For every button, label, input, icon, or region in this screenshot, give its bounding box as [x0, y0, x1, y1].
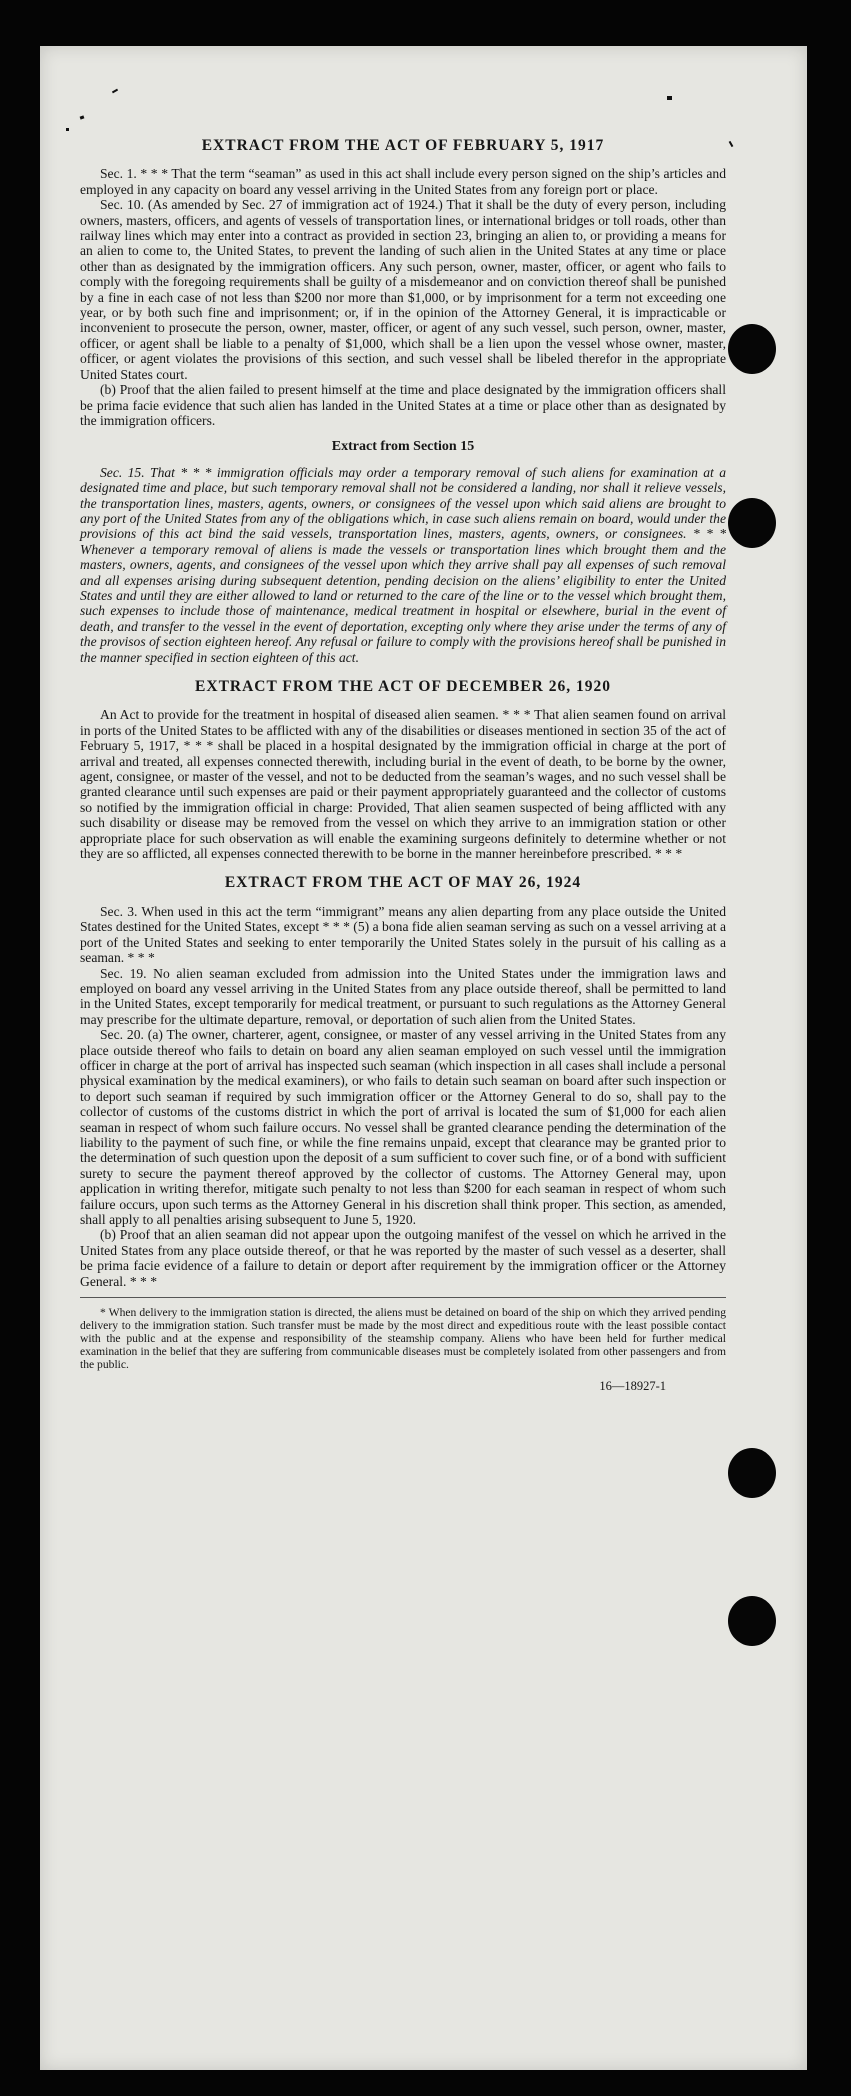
section-3-text: Sec. 3. When used in this act the term “immigrant” means any alien departing from any place outside the United States destined for the United States, except * * * (5) a bona fide alien seaman serving as such on a vessel arriving at a port of the United States and seeking to enter temporarily the United States solely in the pursuit of his calling as a seaman. * * * — [80, 903, 726, 966]
section-1-text: Sec. 1. * * * That the term “seaman” as used in this act shall include every person signed on the ship’s articles and employed in any capacity on board any vessel arriving in the United States from any foreign port or place. — [80, 166, 726, 197]
punch-hole — [728, 324, 776, 374]
footnote — [80, 1297, 726, 1371]
punch-hole — [728, 498, 776, 548]
footnote-text: * When delivery to the immigration station is directed, the aliens must be detained on board of the ship on which they arrived pending delivery to the immigration station. Such transfer must be made by the most direct and expeditious route with the least possible contact with the public and at the expense and responsibility of the steamship company. Aliens who have been held for further medical examination in the belief that they are suffering from communicable diseases must be completely isolated from other passengers and from the public. — [80, 1306, 726, 1372]
heading-act-1920: EXTRACT FROM THE ACT OF DECEMBER 26, 1920 — [195, 678, 611, 695]
heading-act-1924: EXTRACT FROM THE ACT OF MAY 26, 1924 — [224, 874, 582, 892]
section-19-text: Sec. 19. No alien seaman excluded from admission into the United States under the immigration laws and employed on board any vessel arriving in the United States from any place outside thereof, shall be permitted to land in the United States, except temporarily for medical treatment, or pursuant to such regulations as the Attorney General may prescribe for the ultimate departure, removal, or deportation of such alien from the United States. — [80, 965, 726, 1027]
scan-mark — [66, 128, 69, 131]
section-20b-text: (b) Proof that an alien seaman did not appear upon the outgoing manifest of the vessel on which he arrived in the United States from any place outside thereof, or that he was reported by the master of such vessel as a deserter, shall be prima facie evidence of a failure to detain or deport after requirement by the immigration officer or the Attorney General. * * * — [80, 1227, 726, 1289]
heading-act-1917: EXTRACT FROM THE ACT OF FEBRUARY 5, 1917 — [201, 137, 605, 154]
section-10-text: Sec. 10. (As amended by Sec. 27 of immigration act of 1924.) That it shall be the duty of every person, including owners, masters, officers, and agents of vessels of transportation lines, or international bridges or toll roads, other than railway lines which may enter into a contract as provided in section 23, bringing an alien to, or providing a means for an alien to come to, the United States, to prevent the landing of such alien in the United States at any time or place other than as designated by the immigration officers. Any such person, owner, master, officer, or agent who fails to comply with the foregoing requirements shall be guilty of a misdemeanor and on conviction thereof shall be punished by a fine in each case of not less than $200 nor more than $1,000, or by imprisonment for a term not exceeding one year, or by both such fine and imprisonment; or, if in the opinion of the Attorney General, it is impracticable or inconvenient to prosecute the person, owner, master, officer, or agent of any such vessel, such person, owner, master, officer, or agent shall be liable to a penalty of $1,000, which shall be a lien upon the vessel whose owner, master, officer, or agent violates the provisions of this section, and such vessel shall be libeled therefor in the appropriate United States court. — [80, 197, 726, 382]
scan-mark — [667, 96, 672, 100]
section-20-text: Sec. 20. (a) The owner, charterer, agent, consignee, or master of any vessel arriving in the United States from any place outside thereof who fails to detain on board any alien seaman employed on such vessel until the immigration officer in charge at the port of arrival has inspected such seaman (which inspection in all cases shall include a personal physical examination by the medical examiners), or who fails to detain such seaman on board after such inspection or to deport such seaman if required by such immigration officer or the Attorney General to do so, shall pay to the collector of customs of the customs district in which the port of arrival is located the sum of $1,000 for each alien seaman in respect of whom such failure occurs. No vessel shall be granted clearance pending the determination of the liability to the payment of such fine, or while the fine remains unpaid, except that clearance may be granted prior to the determination of such question upon the deposit of a sum sufficient to cover such fine, or of a bond with sufficient surety to secure the payment thereof approved by the collector of customs. The Attorney General may, upon application in writing therefor, mitigate such penalty to not less than $200 for each seaman in respect of whom such failure occurs, upon such terms as the Attorney General in his discretion shall think proper. This section, as amended, shall apply to all penalties arising subsequent to June 5, 1920. — [80, 1027, 726, 1227]
scan-mark — [112, 89, 118, 94]
section-10b-text: (b) Proof that the alien failed to present himself at the time and place designated by the immigration officers shall be prima facie evidence that such alien has landed in the United States at a time or place other than as designated by the immigration officers. — [80, 382, 726, 428]
document-body — [80, 138, 726, 1394]
form-number: 16—18927-1 — [599, 1379, 666, 1394]
act-1920-text: An Act to provide for the treatment in hospital of diseased alien seamen. * * * That alien seamen found on arrival in ports of the United States to be afflicted with any of the disabilities or diseases mentioned in section 35 of the act of February 5, 1917, * * * shall be placed in a hospital designated by the immigration official in charge at the port of arrival and treated, all expenses connected therewith, including burial in the event of death, to be borne by the owner, agent, consignee, or master of the vessel, and not to be deducted from the seaman’s wages, and no such vessel shall be granted clearance until such expenses are paid or their payment appropriately guaranteed and the collector of customs so notified by the immigration official in charge: Provided, That alien seamen suspected of being afflicted with any such disability or disease may be removed from the vessel on which they arrive to an immigration station or other appropriate place for such observation as will enable the examining surgeons definitely to determine whether or not they are so afflicted, all expenses connected therewith to be borne in the manner hereinbefore prescribed. * * * — [80, 707, 726, 862]
punch-hole — [728, 1596, 776, 1646]
scan-mark — [729, 141, 734, 147]
scan-mark — [80, 115, 85, 119]
subheading-section-15: Extract from Section 15 — [331, 439, 475, 455]
punch-hole — [728, 1448, 776, 1498]
section-15-text: Sec. 15. That * * * immigration officials may order a temporary removal of such aliens for examination at a designated time and place, but such temporary removal shall not be considered a landing, nor shall it relieve vessels, the transportation lines, masters, agents, owners, or consignees of the vessel upon which said aliens are brought to any port of the United States from any of the obligations which, in case such aliens remain on board, would under the provisions of this act bind the said vessels, transportation lines, masters, agents, owners, or consignees. * * * Whenever a temporary removal of aliens is made the vessels or transportation lines which brought them and the masters, owners, agents, and consignees of the vessel upon which they arrive shall pay all expenses of such removal and all expenses arising during subsequent detention, pending decision on the aliens’ eligibility to enter the United States and until they are either allowed to land or returned to the care of the line or to the vessel which brought them, such expenses to include those of maintenance, medical treatment in hospital or elsewhere, burial in the event of death, and transfer to the vessel in the event of deportation, excepting only where they arise under the terms of any of the provisos of section eighteen hereof. Any refusal or failure to comply with the provisions hereof shall be punished in the manner specified in section eighteen of this act. — [80, 464, 726, 665]
